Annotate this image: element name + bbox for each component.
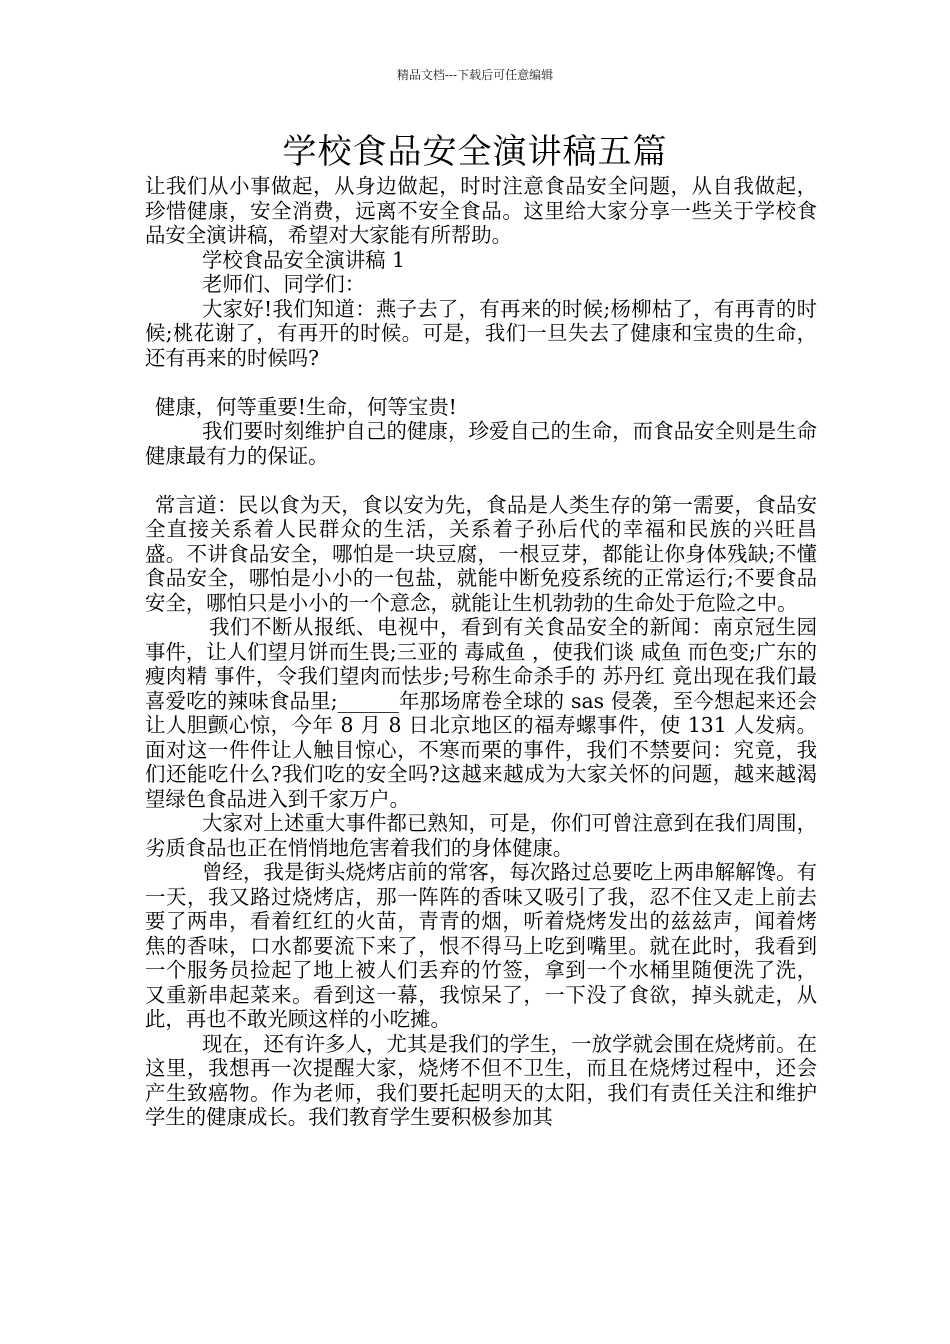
paragraph: 让我们从小事做起，从身边做起，时时注意食品安全问题，从自我做起，珍惜健康，安全消费，远离不安全食品。这里给大家分享一些关于学校食品安全演讲稿，希望对大家能有所帮助。: [145, 174, 817, 247]
paragraph: 大家对上述重大事件都已熟知，可是，你们可曾注意到在我们周围，劣质食品也正在悄悄地危害着我们的身体健康。: [145, 811, 817, 860]
paragraph: 曾经，我是街头烧烤店前的常客，每次路过总要吃上两串解解馋。有一天，我又路过烧烤店，那一阵阵的香味又吸引了我，忍不住又走上前去要了两串，看着红红的火苗，青青的烟，听着烧烤发出的兹兹声，闻着烤焦的香味，口水都要流下来了，恨不得马上吃到嘴里。就在此时，我看到一个服务员捡起了地上被人们丢弃的竹签，拿到一个水桶里随便洗了洗，又重新串起菜来。看到这一幕，我惊呆了，一下没了食欲，掉头就走，从此，再也不敢光顾这样的小吃摊。: [145, 860, 817, 1031]
document-title: 学校食品安全演讲稿五篇: [282, 132, 668, 172]
paragraph: 老师们、同学们：: [202, 272, 366, 296]
paragraph: 现在，还有许多人，尤其是我们的学生，一放学就会围在烧烤前。在这里，我想再一次提醒大家，烧烤不但不卫生，而且在烧烤过程中，还会产生致癌物。作为老师，我们要托起明天的太阳，我们有责任关注和维护学生的健康成长。我们教育学生要积极参加其: [145, 1031, 817, 1129]
paragraph-gap: [145, 468, 817, 493]
paragraph-gap: [145, 370, 817, 395]
paragraph: 健康，何等重要!生命，何等宝贵!: [155, 394, 457, 419]
document-body: [145, 174, 824, 1130]
paragraph: 常言道：民以食为天，食以安为先，食品是人类生存的第一需要，食品安全直接关系着人民群众的生活，关系着子孙后代的幸福和民族的兴旺昌盛。不讲食品安全，哪怕是一块豆腐，一根豆芽，都能让你身体残缺;不懂食品安全，哪怕是小小的一包盐，就能中断免疫系统的正常运行;不要食品安全，哪怕只是小小的一个意念，就能让生机勃勃的生命处于危险之中。: [145, 492, 817, 615]
paragraph: 大家好!我们知道：燕子去了，有再来的时候;杨柳枯了，有再青的时候;桃花谢了，有再开的时候。可是，我们一旦失去了健康和宝贵的生命，还有再来的时候吗?: [145, 296, 817, 370]
page-header: 精品文档---下载后可任意编辑: [396, 68, 554, 82]
paragraph: 我们要时刻维护自己的健康，珍爱自己的生命，而食品安全则是生命健康最有力的保证。: [145, 419, 817, 468]
paragraph: 我们不断从报纸、电视中，看到有关食品安全的新闻：南京冠生园 事件，让人们望月饼而生畏;三亚的 毒咸鱼 ，使我们谈 咸鱼 而色变;广东的 瘦肉精 事件，令我们望肉而怯步;号称生命杀手的 苏丹红 竟出现在我们最喜爱吃的辣味食品里;______年那场席卷全球的 sas 侵袭，至今想起来还会让人胆颤心惊，今年 8 月 8 日北京地区的福寿螺事件，使 131 人发病。面对这一件件让人触目惊心，不寒而栗的事件，我们不禁要问：究竟，我们还能吃什么?我们吃的安全吗?这越来越成为大家关怀的问题，越来越渴望绿色食品进入到千家万户。: [145, 615, 824, 811]
paragraph: 学校食品安全演讲稿 1: [202, 247, 405, 272]
